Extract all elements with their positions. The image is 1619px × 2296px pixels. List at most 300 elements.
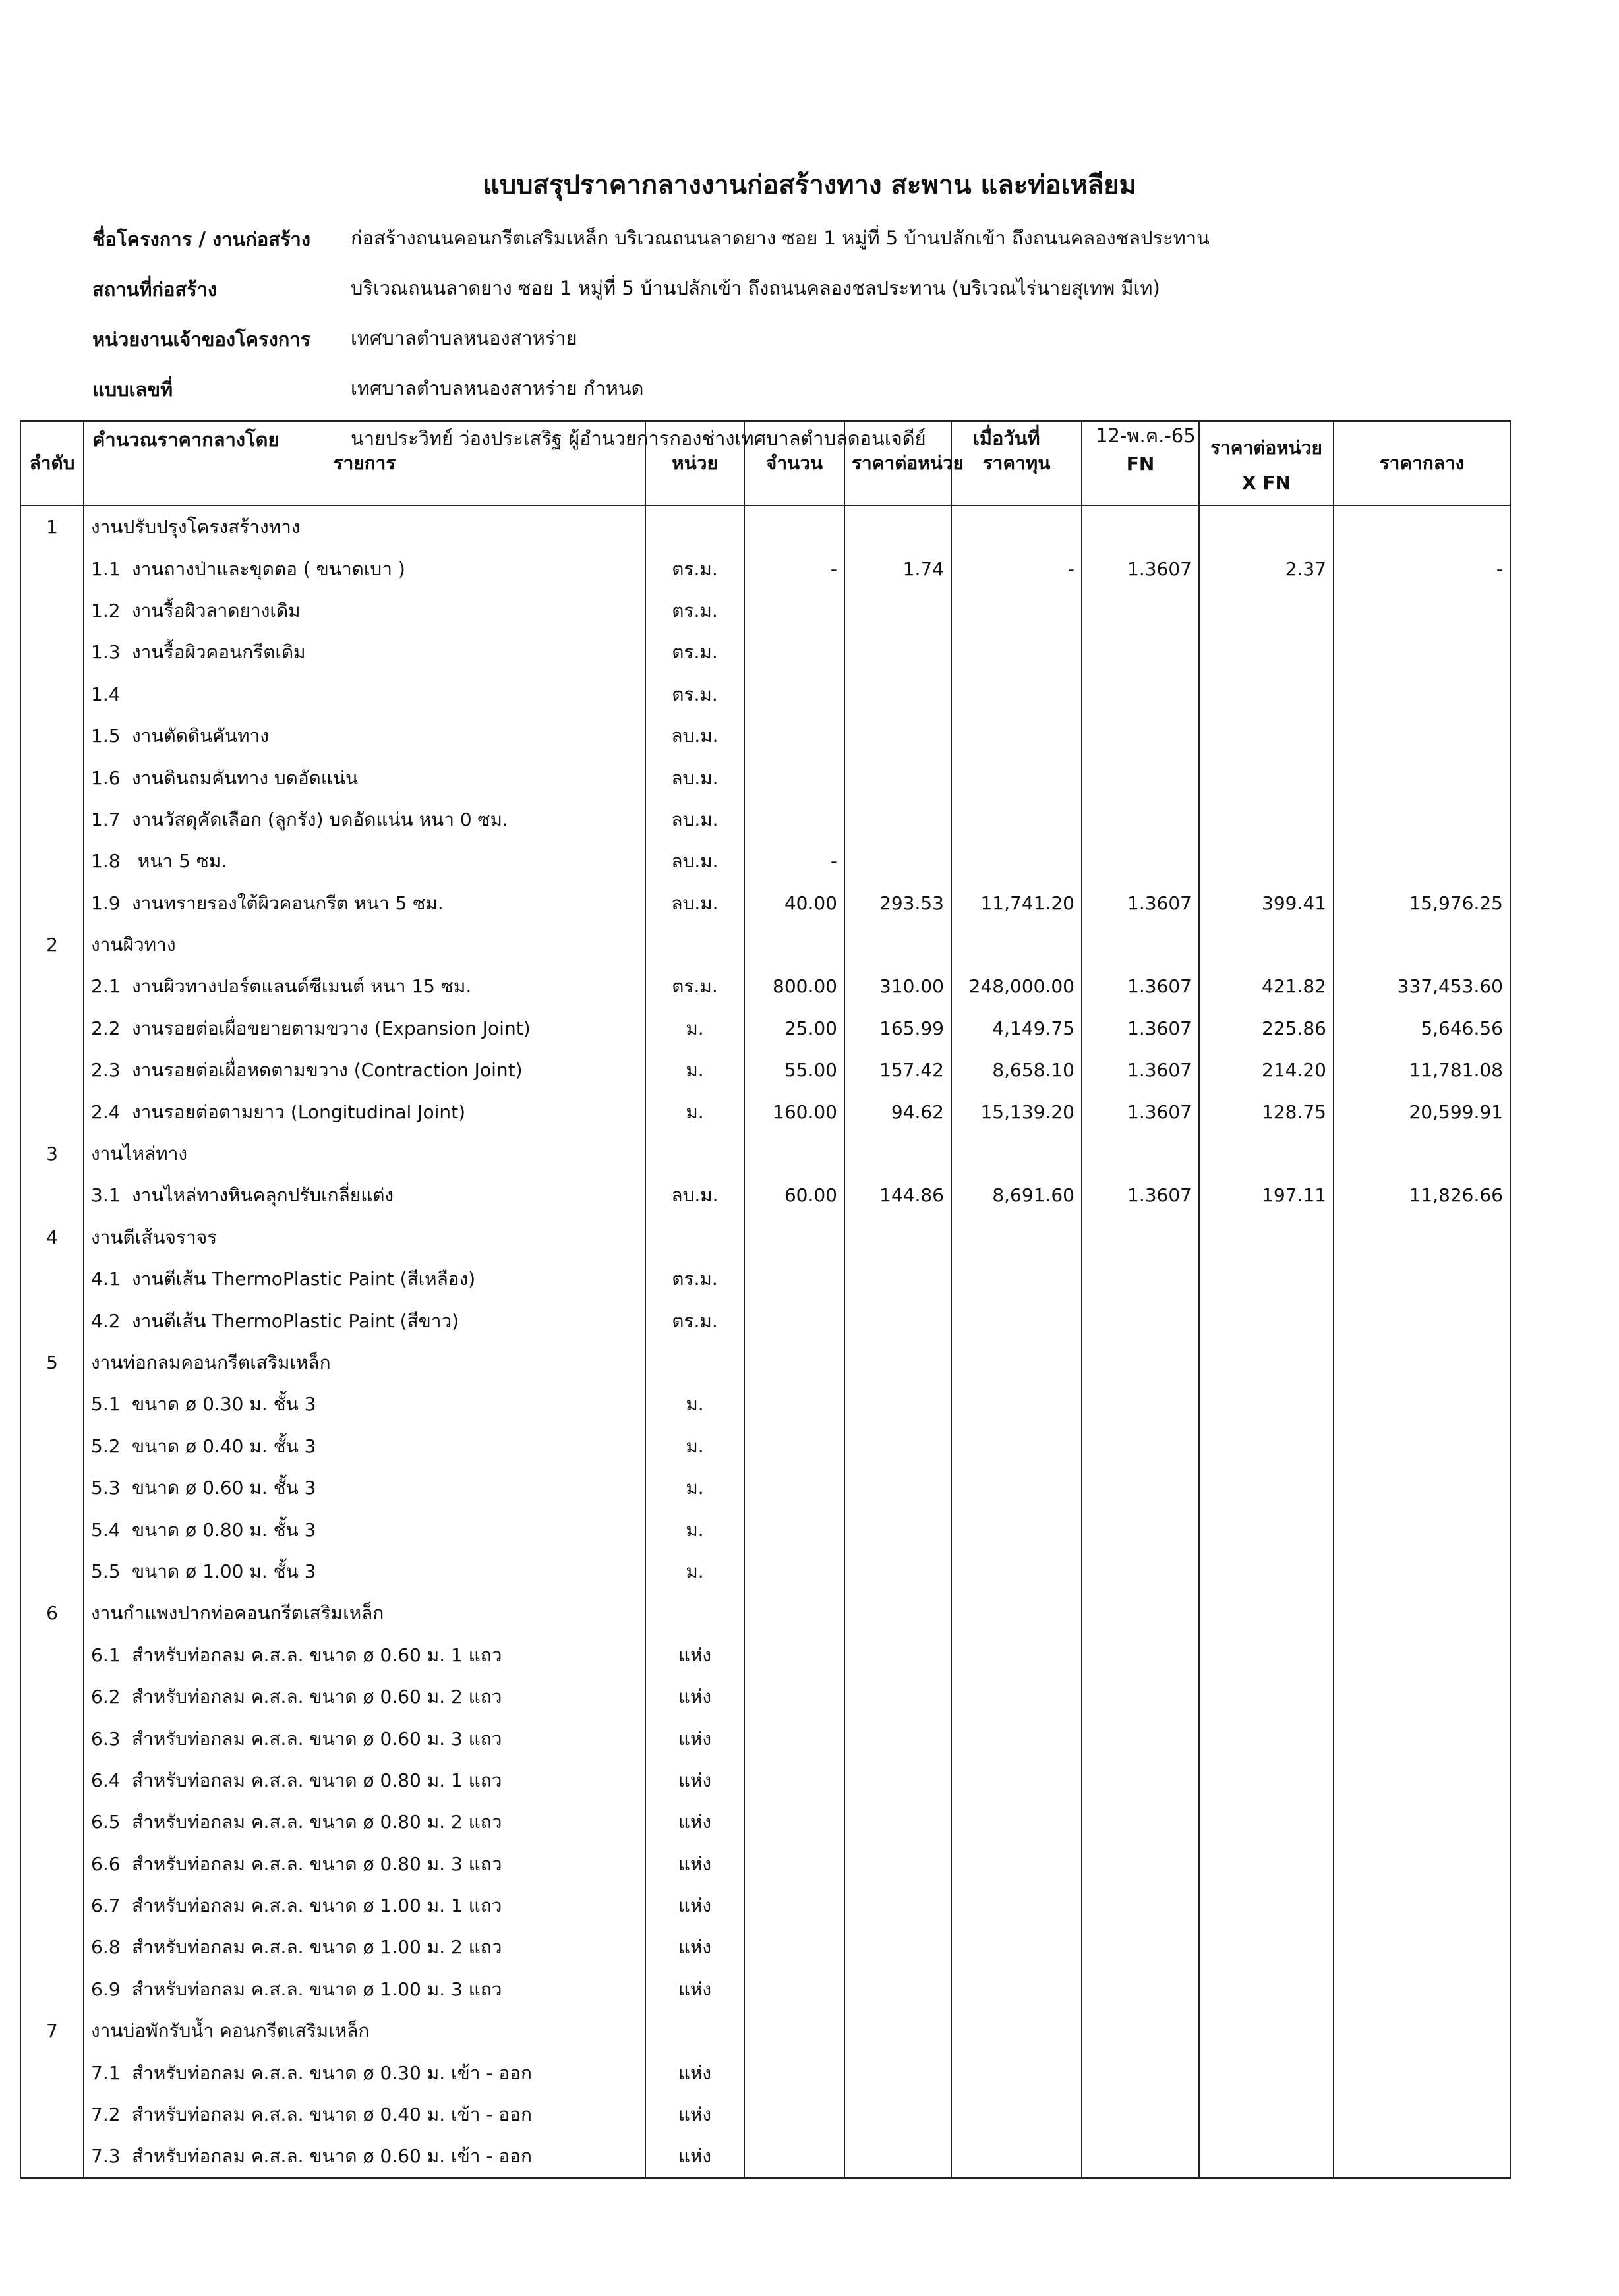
project-name-value: ก่อสร้างถนนคอนกรีตเสริมเหล็ก บริเวณถนนลาดยาง ซอย 1 หมู่ที่ 5 บ้านปลักเข้า ถึงถนนคลองชลประทาน bbox=[351, 227, 1210, 249]
row-cost bbox=[951, 1801, 1082, 1843]
table-row bbox=[20, 1843, 1510, 1885]
row-fn bbox=[1082, 1592, 1199, 1634]
row-cost bbox=[951, 2094, 1082, 2135]
row-item-text: สำหรับท่อกลม ค.ส.ล. ขนาด ø 0.60 ม. 2 แถว bbox=[132, 1686, 502, 1708]
row-cost: 15,139.20 bbox=[951, 1091, 1082, 1132]
table-row bbox=[20, 1801, 1510, 1843]
row-sub-number: 1.8 bbox=[91, 850, 121, 873]
row-unit-price: 144.86 bbox=[844, 1174, 951, 1216]
row-qty: - bbox=[744, 840, 844, 882]
row-sub-number: 1.9 bbox=[91, 892, 121, 914]
row-fn bbox=[1082, 924, 1199, 965]
row-item bbox=[84, 674, 645, 715]
row-item bbox=[84, 1676, 645, 1717]
row-number bbox=[20, 1551, 84, 1592]
info-row-drawing bbox=[92, 368, 1516, 418]
row-total bbox=[1334, 1383, 1510, 1425]
row-qty bbox=[744, 1592, 844, 1634]
table-row bbox=[20, 1551, 1510, 1592]
row-sub-number: 5.5 bbox=[91, 1560, 121, 1582]
row-unit: ลบ.ม. bbox=[645, 840, 744, 882]
row-qty bbox=[744, 1133, 844, 1174]
row-item-text: สำหรับท่อกลม ค.ส.ล. ขนาด ø 0.30 ม. เข้า - ออก bbox=[132, 2061, 532, 2084]
row-total bbox=[1334, 1968, 1510, 2010]
row-total: 11,826.66 bbox=[1334, 1174, 1510, 1216]
table-row bbox=[20, 965, 1510, 1007]
row-price-x-fn bbox=[1199, 1508, 1334, 1550]
row-total bbox=[1334, 1133, 1510, 1174]
row-total: 20,599.91 bbox=[1334, 1091, 1510, 1132]
row-fn bbox=[1082, 1467, 1199, 1508]
row-item-text: งานไหล่ทางหินคลุกปรับเกลี่ยแต่ง bbox=[132, 1184, 394, 1207]
row-qty bbox=[744, 1843, 844, 1885]
row-unit: แห่ง bbox=[645, 1885, 744, 1926]
row-item bbox=[84, 1843, 645, 1885]
info-row-project bbox=[92, 217, 1516, 268]
row-qty bbox=[744, 715, 844, 757]
row-unit bbox=[645, 1217, 744, 1258]
row-item-text: งานตีเส้น ThermoPlastic Paint (สีเหลือง) bbox=[132, 1268, 476, 1290]
row-item-text: หนา 5 ซม. bbox=[132, 850, 227, 873]
row-total bbox=[1334, 1467, 1510, 1508]
row-qty bbox=[744, 505, 844, 548]
row-total bbox=[1334, 1258, 1510, 1300]
row-cost bbox=[951, 1885, 1082, 1926]
row-number: 2 bbox=[20, 924, 84, 965]
row-price-x-fn bbox=[1199, 505, 1334, 548]
row-qty: 60.00 bbox=[744, 1174, 844, 1216]
row-unit bbox=[645, 1342, 744, 1383]
row-price-x-fn bbox=[1199, 674, 1334, 715]
row-unit-price bbox=[844, 1133, 951, 1174]
row-fn bbox=[1082, 505, 1199, 548]
row-cost bbox=[951, 1843, 1082, 1885]
row-sub-number: 5.3 bbox=[91, 1477, 121, 1499]
row-item-text: งานรอยต่อเผื่อหดตามขวาง (Contraction Joint) bbox=[132, 1059, 523, 1081]
row-item-text: งานรอยต่อเผื่อขยายตามขวาง (Expansion Joint) bbox=[132, 1017, 531, 1039]
row-total bbox=[1334, 2010, 1510, 2052]
row-qty bbox=[744, 674, 844, 715]
row-unit: ม. bbox=[645, 1425, 744, 1467]
row-unit: ม. bbox=[645, 1091, 744, 1132]
row-qty bbox=[744, 1551, 844, 1592]
row-unit-price bbox=[844, 1300, 951, 1341]
row-cost: 8,691.60 bbox=[951, 1174, 1082, 1216]
row-item-text: สำหรับท่อกลม ค.ส.ล. ขนาด ø 0.60 ม. 3 แถว bbox=[132, 1727, 502, 1750]
row-number bbox=[20, 1926, 84, 1968]
row-cost bbox=[951, 757, 1082, 798]
row-cost bbox=[951, 1425, 1082, 1467]
row-item-text: งานวัสดุคัดเลือก (ลูกรัง) บดอัดแน่น หนา 0 ซม. bbox=[132, 808, 508, 830]
row-fn bbox=[1082, 715, 1199, 757]
row-qty bbox=[744, 1885, 844, 1926]
row-cost bbox=[951, 1592, 1082, 1634]
row-cost bbox=[951, 1926, 1082, 1968]
row-unit: ม. bbox=[645, 1508, 744, 1550]
row-total bbox=[1334, 631, 1510, 673]
row-price-x-fn bbox=[1199, 1592, 1334, 1634]
row-number: 3 bbox=[20, 1133, 84, 1174]
row-unit-price bbox=[844, 840, 951, 882]
row-unit-price: 1.74 bbox=[844, 548, 951, 589]
row-fn bbox=[1082, 2135, 1199, 2177]
row-item bbox=[84, 965, 645, 1007]
row-cost bbox=[951, 1968, 1082, 2010]
row-total bbox=[1334, 924, 1510, 965]
table-row bbox=[20, 924, 1510, 965]
row-fn bbox=[1082, 590, 1199, 631]
row-unit: ลบ.ม. bbox=[645, 799, 744, 840]
header-price-x-fn-line2: X FN bbox=[1242, 471, 1291, 494]
row-fn: 1.3607 bbox=[1082, 882, 1199, 924]
row-qty bbox=[744, 1217, 844, 1258]
row-cost bbox=[951, 840, 1082, 882]
row-qty bbox=[744, 1300, 844, 1341]
row-unit-price bbox=[844, 2094, 951, 2135]
row-item: งานไหล่ทาง bbox=[84, 1133, 645, 1174]
table-row bbox=[20, 1467, 1510, 1508]
row-fn: 1.3607 bbox=[1082, 1049, 1199, 1091]
row-price-x-fn: 399.41 bbox=[1199, 882, 1334, 924]
row-unit-price bbox=[844, 1926, 951, 1968]
row-price-x-fn bbox=[1199, 1843, 1334, 1885]
table-row bbox=[20, 1049, 1510, 1091]
row-unit-price bbox=[844, 2010, 951, 2052]
table-row bbox=[20, 1760, 1510, 1801]
row-number: 7 bbox=[20, 2010, 84, 2052]
row-unit bbox=[645, 505, 744, 548]
row-fn bbox=[1082, 799, 1199, 840]
row-number bbox=[20, 757, 84, 798]
row-qty bbox=[744, 631, 844, 673]
calculated-by-value: นายประวิทย์ ว่องประเสริฐ ผู้อำนวยการกองช่างเทศบาลตำบลดอนเจดีย์ bbox=[351, 427, 926, 449]
row-unit-price bbox=[844, 1217, 951, 1258]
row-unit-price bbox=[844, 1258, 951, 1300]
row-item-text: ขนาด ø 0.60 ม. ชั้น 3 bbox=[132, 1477, 316, 1499]
row-item-text: งานผิวทางปอร์ตแลนด์ซีเมนต์ หนา 15 ซม. bbox=[132, 975, 472, 998]
row-qty bbox=[744, 1634, 844, 1676]
row-unit-price bbox=[844, 1467, 951, 1508]
info-row-location bbox=[92, 268, 1516, 318]
row-total bbox=[1334, 1551, 1510, 1592]
row-sub-number: 2.2 bbox=[91, 1017, 121, 1039]
row-item bbox=[84, 2052, 645, 2093]
table-row bbox=[20, 1258, 1510, 1300]
row-fn: 1.3607 bbox=[1082, 548, 1199, 589]
row-unit: แห่ง bbox=[645, 2094, 744, 2135]
row-item bbox=[84, 2135, 645, 2177]
row-unit: ตร.ม. bbox=[645, 1258, 744, 1300]
row-price-x-fn bbox=[1199, 1133, 1334, 1174]
row-number bbox=[20, 590, 84, 631]
row-unit: แห่ง bbox=[645, 1968, 744, 2010]
row-sub-number: 1.5 bbox=[91, 725, 121, 747]
row-price-x-fn bbox=[1199, 1217, 1334, 1258]
row-qty bbox=[744, 924, 844, 965]
row-sub-number: 7.1 bbox=[91, 2061, 121, 2084]
row-unit: แห่ง bbox=[645, 2052, 744, 2093]
row-item: งานผิวทาง bbox=[84, 924, 645, 965]
row-unit-price: 293.53 bbox=[844, 882, 951, 924]
row-fn bbox=[1082, 1217, 1199, 1258]
row-sub-number: 5.2 bbox=[91, 1435, 121, 1457]
row-number bbox=[20, 1008, 84, 1049]
row-item bbox=[84, 1300, 645, 1341]
row-sub-number: 1.2 bbox=[91, 599, 121, 621]
row-cost: 11,741.20 bbox=[951, 882, 1082, 924]
row-unit: แห่ง bbox=[645, 1717, 744, 1759]
table-row bbox=[20, 1926, 1510, 1968]
row-number bbox=[20, 882, 84, 924]
row-price-x-fn bbox=[1199, 2010, 1334, 2052]
row-number bbox=[20, 1885, 84, 1926]
row-item bbox=[84, 1425, 645, 1467]
row-unit: ตร.ม. bbox=[645, 631, 744, 673]
row-price-x-fn bbox=[1199, 1383, 1334, 1425]
row-price-x-fn bbox=[1199, 715, 1334, 757]
info-row-owner bbox=[92, 318, 1516, 368]
row-fn bbox=[1082, 1300, 1199, 1341]
owner-value: เทศบาลตำบลหนองสาหร่าย bbox=[351, 327, 577, 349]
header-total: ราคากลาง bbox=[1334, 421, 1510, 505]
row-item bbox=[84, 840, 645, 882]
row-total bbox=[1334, 1885, 1510, 1926]
row-item bbox=[84, 2094, 645, 2135]
row-unit: ลบ.ม. bbox=[645, 715, 744, 757]
row-total: 15,976.25 bbox=[1334, 882, 1510, 924]
row-sub-number: 6.9 bbox=[91, 1978, 121, 2000]
row-sub-number: 1.6 bbox=[91, 766, 121, 789]
row-total bbox=[1334, 840, 1510, 882]
row-unit-price bbox=[844, 1968, 951, 2010]
row-sub-number: 1.4 bbox=[91, 683, 121, 705]
row-cost bbox=[951, 1634, 1082, 1676]
row-unit-price bbox=[844, 1676, 951, 1717]
row-qty bbox=[744, 590, 844, 631]
row-total: - bbox=[1334, 548, 1510, 589]
row-sub-number: 7.3 bbox=[91, 2145, 121, 2167]
table-header-row bbox=[20, 421, 1510, 505]
header-qty: จำนวน bbox=[744, 421, 844, 505]
row-unit: ม. bbox=[645, 1383, 744, 1425]
row-sub-number: 5.1 bbox=[91, 1393, 121, 1416]
row-total bbox=[1334, 1342, 1510, 1383]
row-sub-number: 6.7 bbox=[91, 1895, 121, 1917]
row-fn bbox=[1082, 1801, 1199, 1843]
row-fn: 1.3607 bbox=[1082, 1174, 1199, 1216]
drawing-no-label: แบบเลขที่ bbox=[92, 378, 173, 401]
row-unit: ลบ.ม. bbox=[645, 1174, 744, 1216]
row-price-x-fn bbox=[1199, 1968, 1334, 2010]
table-row bbox=[20, 505, 1510, 548]
row-cost bbox=[951, 924, 1082, 965]
drawing-no-value: เทศบาลตำบลหนองสาหร่าย กำหนด bbox=[351, 377, 644, 399]
row-cost bbox=[951, 1676, 1082, 1717]
row-total bbox=[1334, 1717, 1510, 1759]
row-unit: ตร.ม. bbox=[645, 590, 744, 631]
row-price-x-fn bbox=[1199, 1885, 1334, 1926]
row-item-text: สำหรับท่อกลม ค.ส.ล. ขนาด ø 0.60 ม. 1 แถว bbox=[132, 1644, 502, 1666]
row-fn bbox=[1082, 2010, 1199, 2052]
row-unit-price bbox=[844, 1885, 951, 1926]
header-unit-price: ราคาต่อหน่วย bbox=[844, 421, 951, 505]
row-number bbox=[20, 1174, 84, 1216]
row-price-x-fn: 2.37 bbox=[1199, 548, 1334, 589]
table-row bbox=[20, 674, 1510, 715]
row-qty bbox=[744, 1467, 844, 1508]
header-item: รายการ bbox=[84, 421, 645, 505]
row-number bbox=[20, 1383, 84, 1425]
row-cost bbox=[951, 1551, 1082, 1592]
table-row bbox=[20, 715, 1510, 757]
row-price-x-fn bbox=[1199, 2135, 1334, 2177]
row-number bbox=[20, 840, 84, 882]
row-cost bbox=[951, 2135, 1082, 2177]
row-item-text: งานตีเส้น ThermoPlastic Paint (สีขาว) bbox=[132, 1309, 459, 1332]
row-item: งานปรับปรุงโครงสร้างทาง bbox=[84, 505, 645, 548]
row-total bbox=[1334, 715, 1510, 757]
row-item bbox=[84, 882, 645, 924]
row-price-x-fn bbox=[1199, 1717, 1334, 1759]
row-unit bbox=[645, 1133, 744, 1174]
row-fn: 1.3607 bbox=[1082, 1091, 1199, 1132]
row-item-text: งานทรายรองใต้ผิวคอนกรีต หนา 5 ซม. bbox=[132, 892, 444, 914]
row-number bbox=[20, 1091, 84, 1132]
row-fn bbox=[1082, 1968, 1199, 2010]
row-total bbox=[1334, 1634, 1510, 1676]
row-total bbox=[1334, 1508, 1510, 1550]
row-item bbox=[84, 1049, 645, 1091]
row-price-x-fn: 197.11 bbox=[1199, 1174, 1334, 1216]
row-cost: 248,000.00 bbox=[951, 965, 1082, 1007]
row-price-x-fn bbox=[1199, 1258, 1334, 1300]
header-cost: ราคาทุน bbox=[951, 421, 1082, 505]
row-item bbox=[84, 1508, 645, 1550]
row-cost bbox=[951, 1342, 1082, 1383]
table-row bbox=[20, 882, 1510, 924]
row-unit-price: 310.00 bbox=[844, 965, 951, 1007]
table-row bbox=[20, 1342, 1510, 1383]
row-item bbox=[84, 799, 645, 840]
row-fn bbox=[1082, 2052, 1199, 2093]
row-unit: ม. bbox=[645, 1551, 744, 1592]
row-item-text: สำหรับท่อกลม ค.ส.ล. ขนาด ø 0.80 ม. 3 แถว bbox=[132, 1852, 502, 1875]
row-qty bbox=[744, 1801, 844, 1843]
row-number bbox=[20, 1049, 84, 1091]
table-row bbox=[20, 840, 1510, 882]
row-cost bbox=[951, 715, 1082, 757]
row-unit: ตร.ม. bbox=[645, 674, 744, 715]
row-item bbox=[84, 715, 645, 757]
row-unit: ตร.ม. bbox=[645, 1300, 744, 1341]
row-cost bbox=[951, 590, 1082, 631]
row-unit-price bbox=[844, 799, 951, 840]
row-cost bbox=[951, 2052, 1082, 2093]
row-number bbox=[20, 1425, 84, 1467]
row-item bbox=[84, 631, 645, 673]
row-total bbox=[1334, 2135, 1510, 2177]
table-row bbox=[20, 1885, 1510, 1926]
row-sub-number: 6.2 bbox=[91, 1686, 121, 1708]
row-item bbox=[84, 1258, 645, 1300]
row-unit-price bbox=[844, 715, 951, 757]
row-fn bbox=[1082, 1383, 1199, 1425]
row-item bbox=[84, 1634, 645, 1676]
row-fn bbox=[1082, 1508, 1199, 1550]
row-unit-price: 157.42 bbox=[844, 1049, 951, 1091]
row-unit-price bbox=[844, 1760, 951, 1801]
row-number bbox=[20, 2052, 84, 2093]
row-item bbox=[84, 757, 645, 798]
row-total bbox=[1334, 1843, 1510, 1885]
table-row bbox=[20, 1425, 1510, 1467]
row-qty bbox=[744, 1926, 844, 1968]
row-unit-price bbox=[844, 1342, 951, 1383]
row-total bbox=[1334, 799, 1510, 840]
row-cost: - bbox=[951, 548, 1082, 589]
row-total bbox=[1334, 674, 1510, 715]
table-row bbox=[20, 2135, 1510, 2177]
row-qty: 25.00 bbox=[744, 1008, 844, 1049]
date-label: เมื่อวันที่ bbox=[973, 427, 1040, 449]
row-price-x-fn bbox=[1199, 840, 1334, 882]
row-total: 337,453.60 bbox=[1334, 965, 1510, 1007]
row-item-text: ขนาด ø 1.00 ม. ชั้น 3 bbox=[132, 1560, 316, 1582]
row-unit-price bbox=[844, 590, 951, 631]
row-sub-number: 6.4 bbox=[91, 1769, 121, 1791]
row-unit-price bbox=[844, 1843, 951, 1885]
row-qty bbox=[744, 2052, 844, 2093]
row-sub-number: 4.2 bbox=[91, 1309, 121, 1332]
row-fn bbox=[1082, 1342, 1199, 1383]
row-unit-price bbox=[844, 674, 951, 715]
row-cost bbox=[951, 1383, 1082, 1425]
row-cost bbox=[951, 674, 1082, 715]
row-fn bbox=[1082, 1843, 1199, 1885]
row-unit: ตร.ม. bbox=[645, 548, 744, 589]
row-sub-number: 6.3 bbox=[91, 1727, 121, 1750]
row-qty bbox=[744, 2135, 844, 2177]
table-row bbox=[20, 590, 1510, 631]
row-number bbox=[20, 1760, 84, 1801]
row-item-text: ขนาด ø 0.80 ม. ชั้น 3 bbox=[132, 1518, 316, 1541]
row-unit-price bbox=[844, 505, 951, 548]
row-price-x-fn bbox=[1199, 1801, 1334, 1843]
row-fn bbox=[1082, 1926, 1199, 1968]
row-total bbox=[1334, 1300, 1510, 1341]
row-fn bbox=[1082, 674, 1199, 715]
row-fn bbox=[1082, 757, 1199, 798]
row-unit bbox=[645, 924, 744, 965]
row-item bbox=[84, 1801, 645, 1843]
row-number bbox=[20, 799, 84, 840]
row-sub-number: 2.4 bbox=[91, 1101, 121, 1123]
row-unit: แห่ง bbox=[645, 1801, 744, 1843]
row-sub-number: 2.1 bbox=[91, 975, 121, 998]
row-total bbox=[1334, 2052, 1510, 2093]
row-price-x-fn bbox=[1199, 1342, 1334, 1383]
table-row bbox=[20, 2094, 1510, 2135]
row-qty bbox=[744, 1717, 844, 1759]
row-number bbox=[20, 1634, 84, 1676]
row-fn bbox=[1082, 1717, 1199, 1759]
row-item-text: งานรอยต่อตามยาว (Longitudinal Joint) bbox=[132, 1101, 466, 1123]
row-price-x-fn bbox=[1199, 1467, 1334, 1508]
row-qty bbox=[744, 757, 844, 798]
row-item bbox=[84, 1717, 645, 1759]
row-total bbox=[1334, 1760, 1510, 1801]
row-qty bbox=[744, 1508, 844, 1550]
